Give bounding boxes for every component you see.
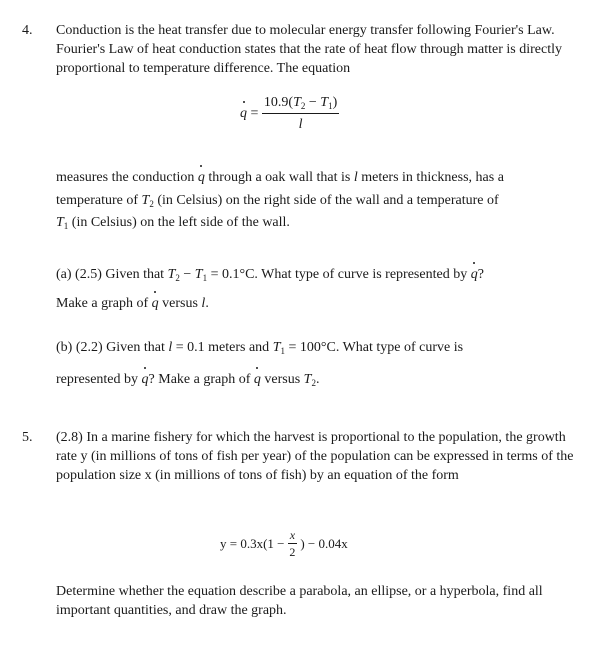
part-a-line-1: (a) (2.5) Given that $T_2 - T_1 = 0.1^\circ C$. What type of curve is represented by q? <box>56 267 484 283</box>
problem-4-number: 4. <box>22 23 33 38</box>
q-dot-symbol: q <box>240 106 247 121</box>
part-a-line-2: Make a graph of q versus l. <box>56 296 209 311</box>
part-b-line-2: represented by q? Make a graph of q versus $T_2$. <box>56 372 320 388</box>
problem-4-desc-line-1: measures the conduction q through a oak wall that is l meters in thickness, has a <box>56 170 504 185</box>
problem-5-intro: (2.8) In a marine fishery for which the harvest is proportional to the population, the growth rate y (in millions of tons of fish per year) of the population can be expressed in terms of the population size x (in millions of tons of fish) by an equation of the form <box>56 430 574 483</box>
problem-5-number: 5. <box>22 430 33 445</box>
problem-4-desc-line-2: temperature of $T_2$ (in Celsius) on the right side of the wall and a temperature of <box>56 193 499 209</box>
problem-5-task: Determine whether the equation describe a parabola, an ellipse, or a hyperbola, find all important quantities, and draw the graph. <box>56 584 543 618</box>
problem-4-desc-line-3: $T_1$ (in Celsius) on the left side of the wall. <box>56 215 290 231</box>
part-b-line-1: (b) (2.2) Given that l = 0.1 meters and $T_1 = 100^\circ C$. What type of curve is <box>56 340 464 356</box>
problem-4-intro: Conduction is the heat transfer due to molecular energy transfer following Fourier's Law. Fourier's Law of heat conduction states that the rate of heat flow through matter is directly proportional to temperature difference. The equation <box>56 23 562 76</box>
fourier-law-equation: q = $\frac{10.9(T_2 - T_1)}{l}$ <box>240 95 338 132</box>
fishery-equation: y = 0.3x(1 − $\frac{x}{2}$ ) − 0.04x <box>220 528 348 559</box>
